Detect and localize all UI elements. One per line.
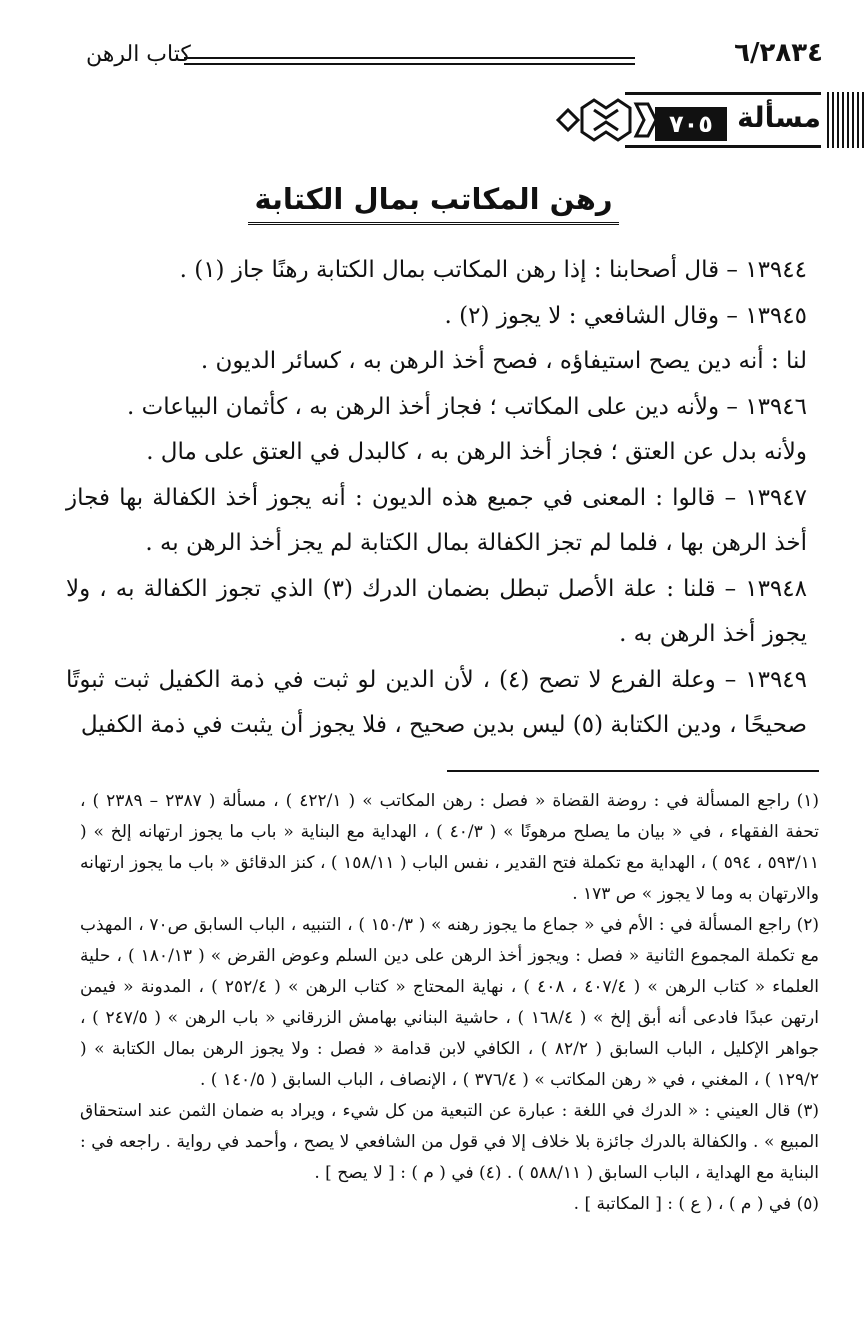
paragraph: ١٣٩٤٩ – وعلة الفرع لا تصح (٤) ، لأن الدين لو ثبت في ذمة الكفيل ثبت ثبوتًا صحيحًا ، ودين الكتابة (٥) ليس بدين صحيح ، فلا يجوز أن يثبت في ذمة الكفيل [66,666,808,738]
paragraph: ١٣٩٤٤ – قال أصحابنا : إذا رهن المكاتب بمال الكتابة رهنًا جاز (١) . [179,257,807,283]
page-reference: ٦/٢٨٣٤ [734,38,823,68]
masala-word: مسألة [737,101,821,134]
section-title-text: رهن المكاتب بمال الكتابة [248,182,618,225]
footnote: (٢) راجع المسألة في : الأم في « جماع ما يجوز رهنه » ( ١٥٠/٣ ) ، التنبيه ، الباب السابق ص٧٠ ، المهذب مع تكملة المجموع الثانية « فصل : ويجوز أخذ الرهن على دين السلم وعوض القرض » ( ١٨٠/١٣ ) ، حلية العلماء « كتاب الرهن » ( ٤٠٧/٤ ، ٤٠٨ ) ، نهاية المحتاج « كتاب الرهن » ( ٢٥٢/٤ ) ، المدونة « فيمن ارتهن عبدًا فادعى أنه أبق إلخ » ( ١٦٨/٤ ) ، حاشية البناني بهامش الزرقاني « باب الرهن » ( ٢٤٧/٥ ) ، جواهر الإكليل ، الباب السابق ( ٨٢/٢ ) ، الكافي لابن قدامة « فصل : ولا يجوز الرهن بمال الكتابة » ( ١٢٩/٢ ) ، المغني ، في « رهن المكاتب » ( ٣٧٦/٤ ) ، الإنصاف ، الباب السابق ( ١٤٠/٥ ) . [80,915,819,1090]
footnote-separator [447,770,819,772]
main-text [66,248,807,749]
section-title [0,182,867,225]
footnote: (٣) قال العيني : « الدرك في اللغة : عبارة عن التبعية من كل شيء ، ويراد به ضمان الثمن عند استحقاق المبيع » . والكفالة بالدرك جائزة بلا خلاف إلا في قول من الشافعي لا يصح ، وأحمد في رواية . راجعه في : البناية مع الهداية ، الباب السابق ( ٥٨٨/١١ ) . (٤) في ( م ) : [ لا يصح ] . [80,1101,819,1183]
paragraph: ١٣٩٤٨ – قلنا : علة الأصل تبطل بضمان الدرك (٣) الذي تجوز الكفالة به ، ولا يجوز أخذ الرهن به . [66,575,807,647]
book-title: كتاب الرهن [86,42,191,67]
footnote: (٥) في ( م ) ، ( ع ) : [ المكاتبة ] . [573,1194,819,1214]
paragraph: ١٣٩٤٥ – وقال الشافعي : لا يجوز (٢) . [444,302,807,329]
paragraph: ١٣٩٤٧ – قالوا : المعنى في جميع هذه الديون : أنه يجوز أخذ الكفالة بها فجاز أخذ الرهن بها ، فلما لم تجز الكفالة بمال الكتابة لم يجز أخذ الرهن به . [66,484,807,556]
paragraph: لنا : أنه دين يصح استيفاؤه ، فصح أخذ الرهن به ، كسائر الديون . [200,348,807,374]
masala-number: ٧٠٥ [655,107,727,141]
paragraph: ١٣٩٤٦ – ولأنه دين على المكاتب ؛ فجاز أخذ الرهن به ، كأثمان البياعات . [126,393,807,420]
ornament-icon [552,92,660,148]
header-rule [184,57,635,65]
footnote: (١) راجع المسألة في : روضة القضاة « فصل : رهن المكاتب » ( ٤٢٢/١ ) ، مسألة ( ٢٣٨٧ – ٢٣٨٩ ) ، تحفة الفقهاء ، في « بيان ما يصلح مرهونًا » ( ٤٠/٣ ) ، الهداية مع البناية « باب ما يجوز ارتهانه إلخ » ( ٥٩٣/١١ ، ٥٩٤ ) ، الهداية مع تكملة فتح القدير ، نفس الباب ( ١٥٨/١١ ) ، كنز الدقائق « باب ما يجوز ارتهانه والارتهان به وما لا يجوز » ص ١٧٣ . [80,791,820,904]
banner-bars-decoration [827,92,867,148]
paragraph: ولأنه بدل عن العتق ؛ فجاز أخذ الرهن به ، كالبدل في العتق على مال . [146,439,807,465]
footnotes [80,786,819,1220]
